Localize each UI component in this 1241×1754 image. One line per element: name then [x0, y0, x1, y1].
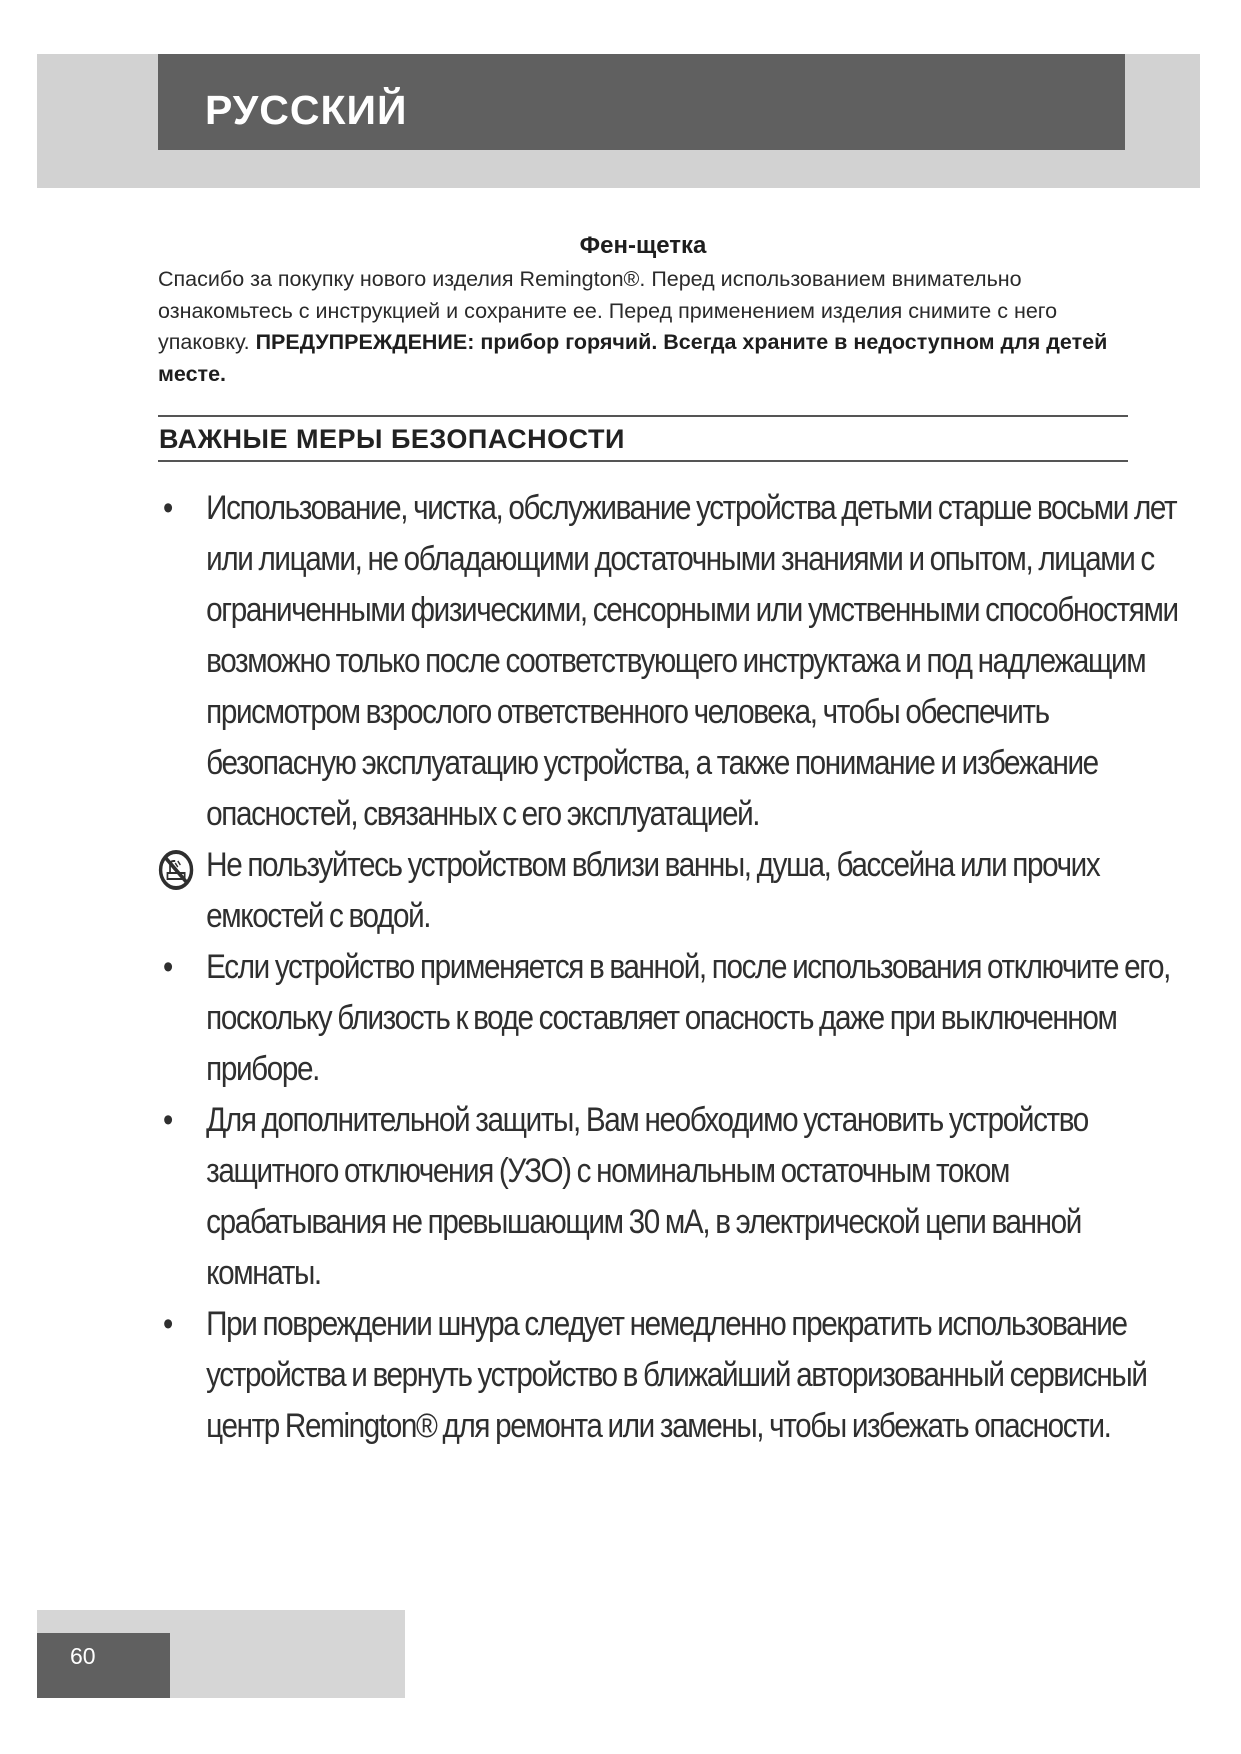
list-item: [158, 942, 1178, 1095]
list-item-text: Не пользуйтесь устройством вблизи ванны, душа, бассейна или прочих емкостей с водой.: [206, 846, 1100, 935]
list-item: [158, 1095, 1178, 1299]
safety-list: [158, 483, 1178, 1452]
bullet-marker: •: [163, 489, 172, 527]
intro-text: Спасибо за покупку нового изделия Remington®. Перед использованием внимательно ознакомьтесь с инструкцией и сохраните ее. Перед применением изделия снимите с него упаковку.: [158, 267, 1058, 354]
list-item-text: Для дополнительной защиты, Вам необходимо установить устройство защитного отключения (УЗО) с номинальным остаточным током срабатывания не превышающим 30 мА, в электрической цепи ванной комнаты.: [206, 1101, 1088, 1292]
list-item-text: Использование, чистка, обслуживание устройства детьми старше восьми лет или лицами, не обладающими достаточными знаниями и опытом, лицами с ограниченными физическими, сенсорными или умственными способностями возможно только после соответствующего инструктажа и под надлежащим присмотром взрослого ответственного человека, чтобы обеспечить безопасную эксплуатацию устройства, а также понимание и избежание опасностей, связанных с его эксплуатацией.: [206, 489, 1178, 833]
bullet-marker: •: [163, 1305, 172, 1343]
no-water-icon: [158, 849, 177, 906]
bullet-marker: •: [163, 948, 172, 986]
header-box: [158, 54, 1125, 150]
footer-box: [37, 1633, 170, 1698]
intro-paragraph: [158, 264, 1143, 390]
product-title: Фен-щетка: [579, 232, 707, 259]
section-title: ВАЖНЫЕ МЕРЫ БЕЗОПАСНОСТИ: [159, 424, 625, 454]
list-item: [158, 1299, 1178, 1452]
bullet-marker: •: [163, 1101, 172, 1139]
list-item: [158, 483, 1178, 840]
list-item-text: Если устройство применяется в ванной, после использования отключите его, поскольку близость к воде составляет опасность даже при выключенном приборе.: [206, 948, 1171, 1088]
page-number: 60: [70, 1643, 96, 1669]
language-title: РУССКИЙ: [205, 87, 408, 133]
list-item-text: При повреждении шнура следует немедленно прекратить использование устройства и вернуть устройство в ближайший авторизованный сервисный центр Remington® для ремонта или замены, чтобы избежать опасности.: [206, 1305, 1147, 1445]
warning-text: ПРЕДУПРЕЖДЕНИЕ: прибор горячий. Всегда храните в недоступном для детей месте.: [158, 330, 1108, 386]
section-header: [158, 415, 1128, 462]
list-item: [158, 840, 1178, 942]
